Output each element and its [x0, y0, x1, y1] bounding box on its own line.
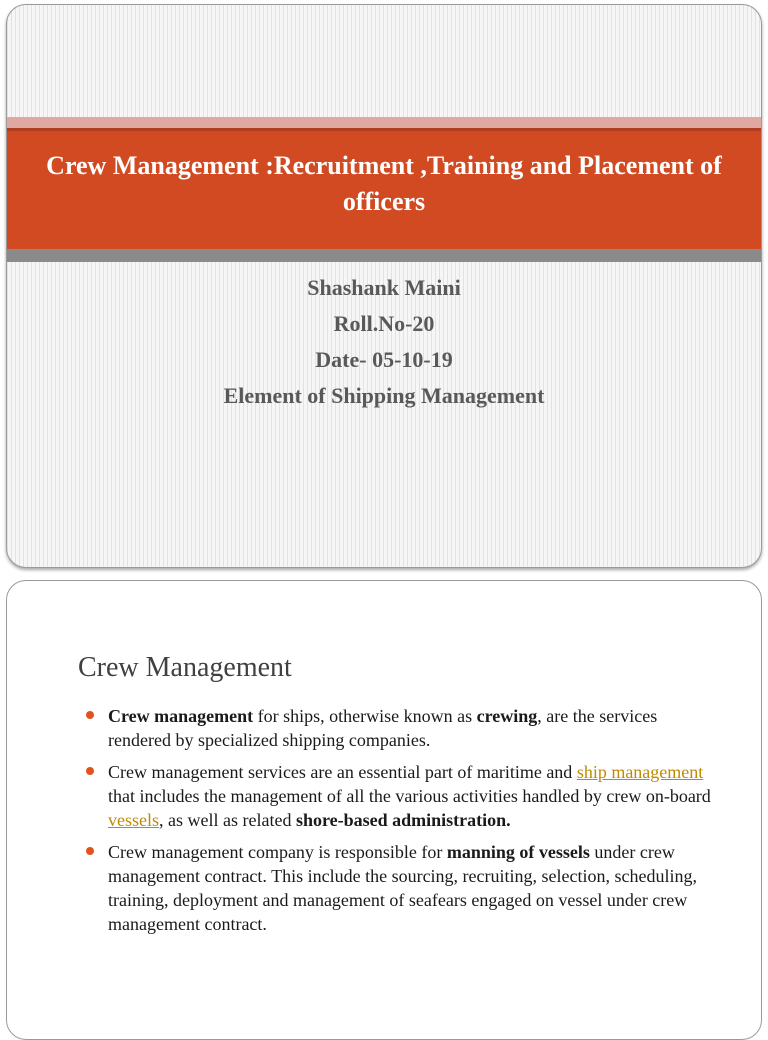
text: Crew management company is responsible for — [108, 842, 447, 862]
slide-heading: Crew Management — [78, 652, 292, 683]
roll-number: Roll.No-20 — [333, 311, 435, 336]
slide-title: Crew Management :Recruitment ,Training and Placement of officers — [46, 151, 722, 216]
list-item — [84, 840, 724, 936]
author-name: Shashank Maini — [307, 275, 461, 300]
text: for ships, otherwise known as — [253, 706, 477, 726]
decorative-band-bottom — [7, 249, 761, 262]
vessels-link[interactable]: vessels — [108, 810, 159, 830]
bullet-list — [84, 704, 724, 944]
presentation-date: Date- 05-10-19 — [315, 347, 453, 372]
text: that includes the management of all the various activities handled by crew on-board — [108, 786, 711, 806]
bold-text: manning of vessels — [446, 842, 590, 862]
bullet-icon — [86, 711, 94, 719]
text: under crew management contract. This include the sourcing, recruiting, selection, scheduling, training, deployment and management of seafears engaged on vessel under crew management contract. — [108, 842, 697, 934]
bullet-icon — [86, 767, 94, 775]
slide-subtitle — [0, 270, 768, 414]
list-item — [84, 760, 724, 832]
text: , as well as related — [159, 810, 296, 830]
ship-management-link[interactable]: ship management — [576, 762, 704, 782]
list-item — [84, 704, 724, 752]
bold-text: Crew management — [108, 706, 254, 726]
text: Crew management services are an essential part of maritime and — [108, 762, 577, 782]
decorative-band-top — [7, 117, 761, 128]
course-name: Element of Shipping Management — [223, 383, 545, 408]
text: , are the services rendered by specialized shipping companies. — [108, 706, 658, 750]
bold-text: crewing — [476, 706, 538, 726]
bold-text: shore-based administration. — [295, 810, 511, 830]
bullet-icon — [86, 847, 94, 855]
